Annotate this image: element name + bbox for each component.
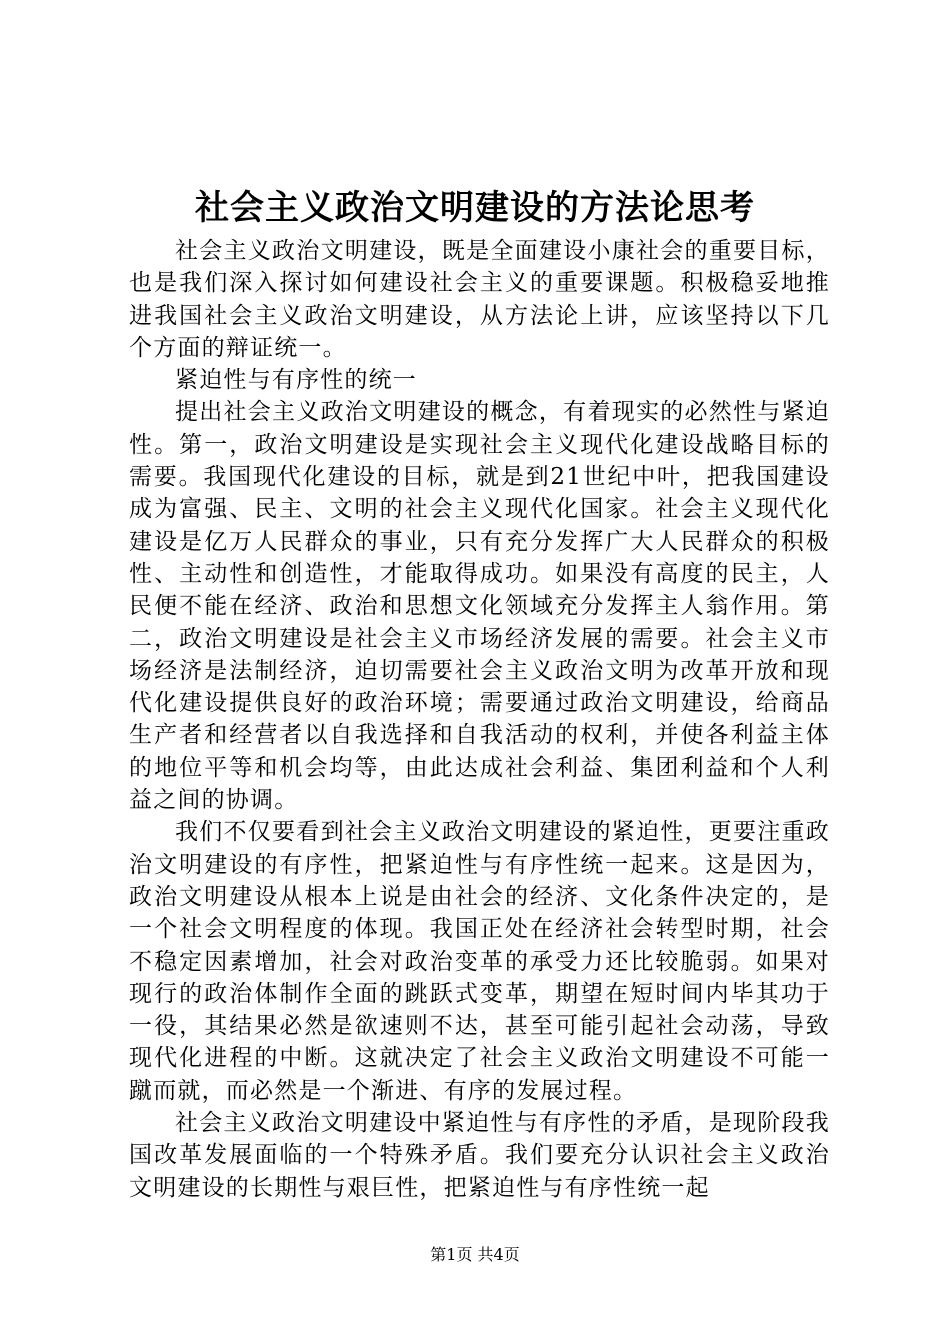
page-number-footer: 第1页 共4页 bbox=[430, 1245, 520, 1264]
section-heading: 紧迫性与有序性的统一 bbox=[175, 367, 417, 394]
document-body bbox=[129, 235, 830, 1204]
paragraph-contradiction: 社会主义政治文明建设中紧迫性与有序性的矛盾，是现阶段我国改革发展面临的一个特殊矛盾。我们要充分认识社会主义政治文明建设的长期性与艰巨性，把紧迫性与有序性统一起 bbox=[129, 1110, 830, 1201]
paragraph-intro: 社会主义政治文明建设，既是全面建设小康社会的重要目标，也是我们深入探讨如何建设社会主义的重要课题。积极稳妥地推进我国社会主义政治文明建设，从方法论上讲，应该坚持以下几个方面的辩证统一。 bbox=[129, 238, 830, 361]
paragraph-order: 我们不仅要看到社会主义政治文明建设的紧迫性，更要注重政治文明建设的有序性，把紧迫性与有序性统一起来。这是因为，政治文明建设从根本上说是由社会的经济、文化条件决定的，是一个社会文明程度的体现。我国正处在经济社会转型时期，社会不稳定因素增加，社会对政治变革的承受力还比较脆弱。如果对现行的政治体制作全面的跳跃式变革，期望在短时间内毕其功于一役，其结果必然是欲速则不达，甚至可能引起社会动荡，导致现代化进程的中断。这就决定了社会主义政治文明建设不可能一蹴而就，而必然是一个渐进、有序的发展过程。 bbox=[129, 819, 830, 1104]
paragraph-urgency: 提出社会主义政治文明建设的概念，有着现实的必然性与紧迫性。第一，政治文明建设是实现社会主义现代化建设战略目标的需要。我国现代化建设的目标，就是到21世纪中叶，把我国建设成为富强、民主、文明的社会主义现代化国家。社会主义现代化建设是亿万人民群众的事业，只有充分发挥广大人民群众的积极性、主动性和创造性，才能取得成功。如果没有高度的民主，人民便不能在经济、政治和思想文化领域充分发挥主人翁作用。第二，政治文明建设是社会主义市场经济发展的需要。社会主义市场经济是法制经济，迫切需要社会主义政治文明为改革开放和现代化建设提供良好的政治环境；需要通过政治文明建设，给商品生产者和经营者以自我选择和自我活动的权利，并使各利益主体的地位平等和机会均等，由此达成社会利益、集团利益和个人利益之间的协调。 bbox=[129, 399, 830, 814]
document-title: 社会主义政治文明建设的方法论思考 bbox=[195, 188, 755, 228]
